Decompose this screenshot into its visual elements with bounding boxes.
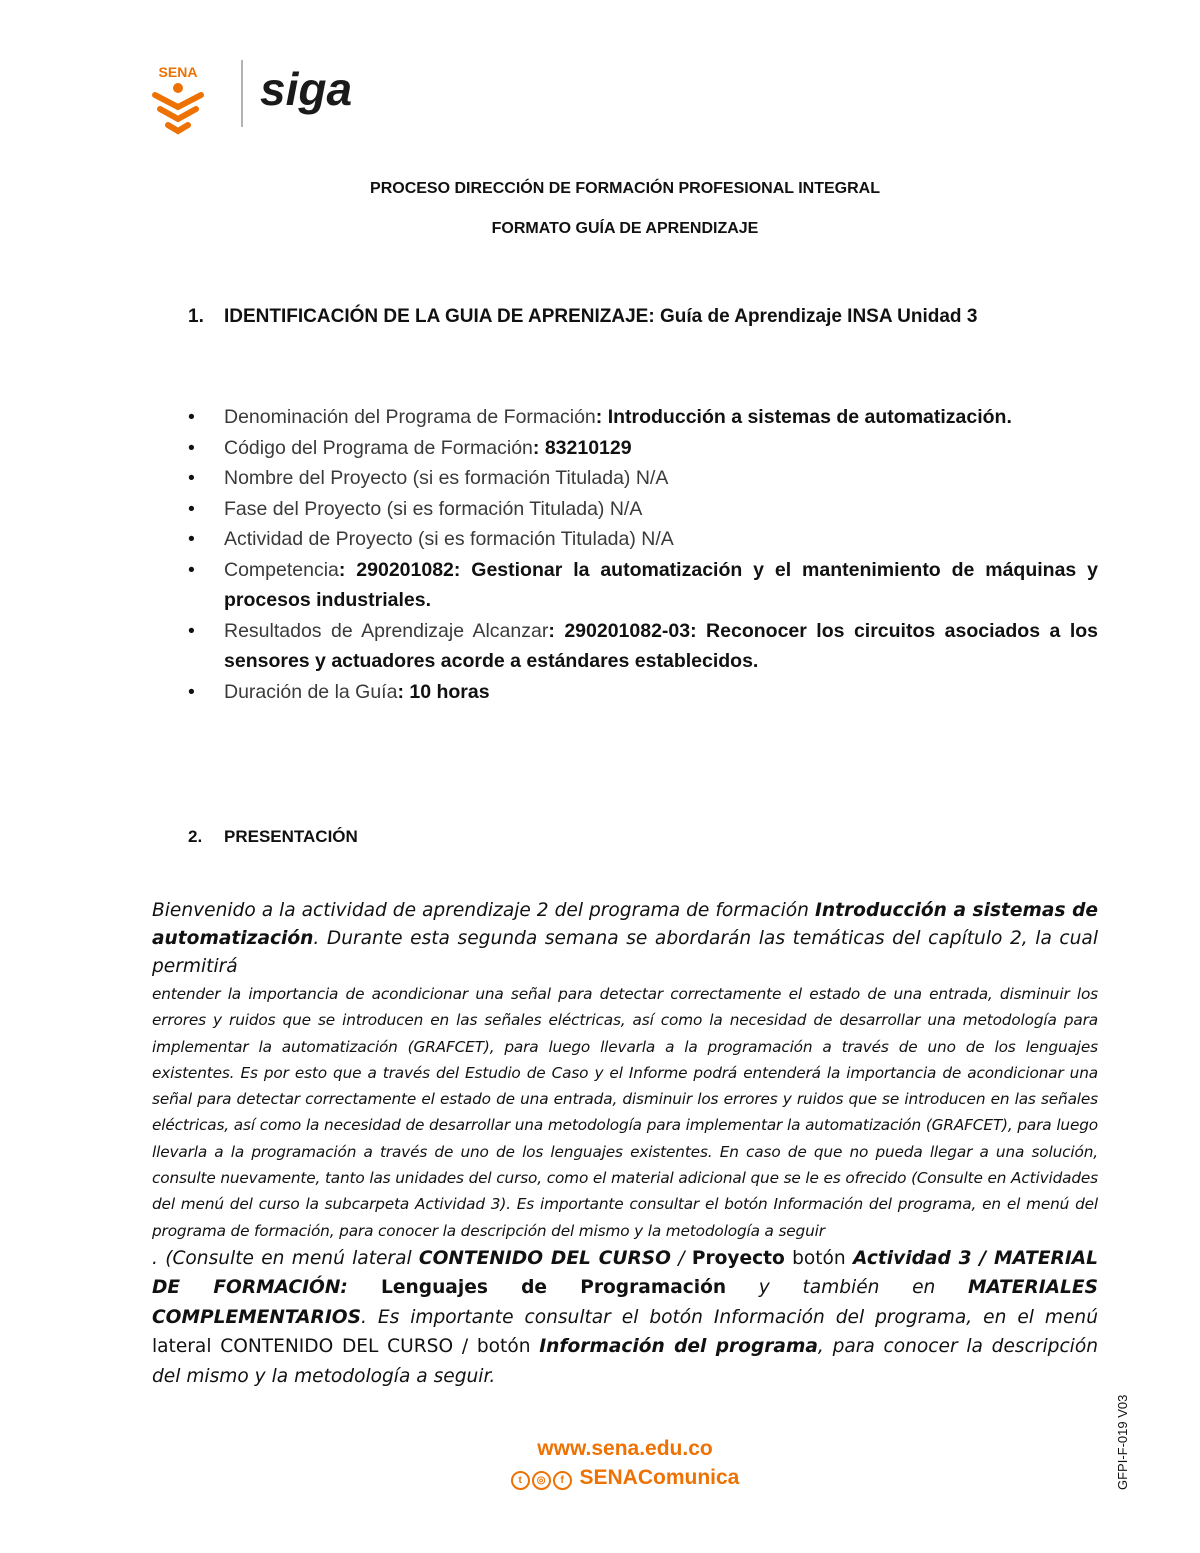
- facebook-icon[interactable]: f: [553, 1471, 572, 1490]
- list-item: • Fase del Proyecto (si es formación Titulada) N/A: [188, 494, 1098, 525]
- list-item: • Nombre del Proyecto (si es formación Titulada) N/A: [188, 463, 1098, 494]
- section-2-heading: [188, 827, 358, 847]
- section-2-title: PRESENTACIÓN: [224, 827, 358, 846]
- footer-website-link[interactable]: www.sena.edu.co: [537, 1437, 713, 1460]
- section-1-title: IDENTIFICACIÓN DE LA GUIA DE APRENIZAJE: Guía de Aprendizaje INSA Unidad 3: [224, 306, 978, 327]
- section-1-number: 1.: [188, 306, 204, 327]
- section-2-number: 2.: [188, 827, 203, 846]
- section-1-heading: [188, 306, 977, 328]
- list-item: • Actividad de Proyecto (si es formación Titulada) N/A: [188, 524, 1098, 555]
- twitter-icon[interactable]: t: [511, 1471, 530, 1490]
- list-item: • Competencia: 290201082: Gestionar la automatización y el mantenimiento de máquinas y procesos industriales.: [188, 555, 1098, 616]
- sena-siga-logo: [150, 55, 390, 135]
- instagram-icon[interactable]: ◎: [532, 1471, 551, 1490]
- list-item: • Denominación del Programa de Formación: Introducción a sistemas de automatización.: [188, 402, 1098, 433]
- presentation-paragraph: Bienvenido a la actividad de aprendizaje 2 del programa de formación Introducción a sistemas de automatización. Durante esta segunda semana se abordarán las temáticas del capítulo 2, la cual permitirá entender la importancia de acondicionar una señal para detectar correctamente el estado de una entrada, disminuir los errores y ruidos que se introducen en las señales eléctricas, así como la necesidad de desarrollar una metodología para implementar la automatización (GRAFCET), para luego llevarla a la programación a través de uno de los lenguajes existentes. Es por esto que a través del Estudio de Caso y el Informe podrá entenderá la importancia de acondicionar una señal para detectar correctamente el estado de una entrada, disminuir los errores y ruidos que se introducen en las señales eléctricas, así como la necesidad de desarrollar una metodología para implementar la automatización (GRAFCET), para luego llevarla a la programación a través de uno de los lenguajes existentes. En caso de que no pueda llegar a una solución, consulte nuevamente, tanto las unidades del curso, como el material adicional que se le es ofrecido (Consulte en Actividades del menú del curso la subcarpeta Actividad 3). Es importante consultar el botón Información del programa, en el menú del programa de formación, para conocer la descripción del mismo y la metodología a seguir . (Consulte en menú lateral CONTENIDO DEL CURSO / Proyecto botón Actividad 3 / MATERIAL DE FORMACIÓN: Lenguajes de Programación y también en MATERIALES COMPLEMENTARIOS. Es importante consultar el botón Información del programa, en el menú lateral CONTENIDO DEL CURSO / botón Información del programa, para conocer la descripción del mismo y la metodología a seguir.: [152, 900, 1099, 1387]
- process-title: PROCESO DIRECCIÓN DE FORMACIÓN PROFESIONAL INTEGRAL: [370, 180, 880, 197]
- sena-logo-text: SENA: [158, 64, 198, 80]
- sena-person-mark: [155, 83, 201, 131]
- list-item: • Resultados de Aprendizaje Alcanzar: 290201082-03: Reconocer los circuitos asociados a los sensores y actuadores acorde a estándares establecidos.: [188, 616, 1098, 677]
- format-title: FORMATO GUÍA DE APRENDIZAJE: [491, 220, 759, 237]
- list-item: • Duración de la Guía: 10 horas: [188, 677, 1098, 708]
- document-code: GFPI-F-019 V03: [1115, 1394, 1130, 1490]
- identification-list: [188, 402, 1098, 707]
- footer-social: [0, 1466, 1200, 1490]
- siga-logo-text: siga: [260, 63, 353, 115]
- social-handle[interactable]: SENAComunica: [579, 1466, 740, 1489]
- list-item: • Código del Programa de Formación: 83210129: [188, 433, 1098, 464]
